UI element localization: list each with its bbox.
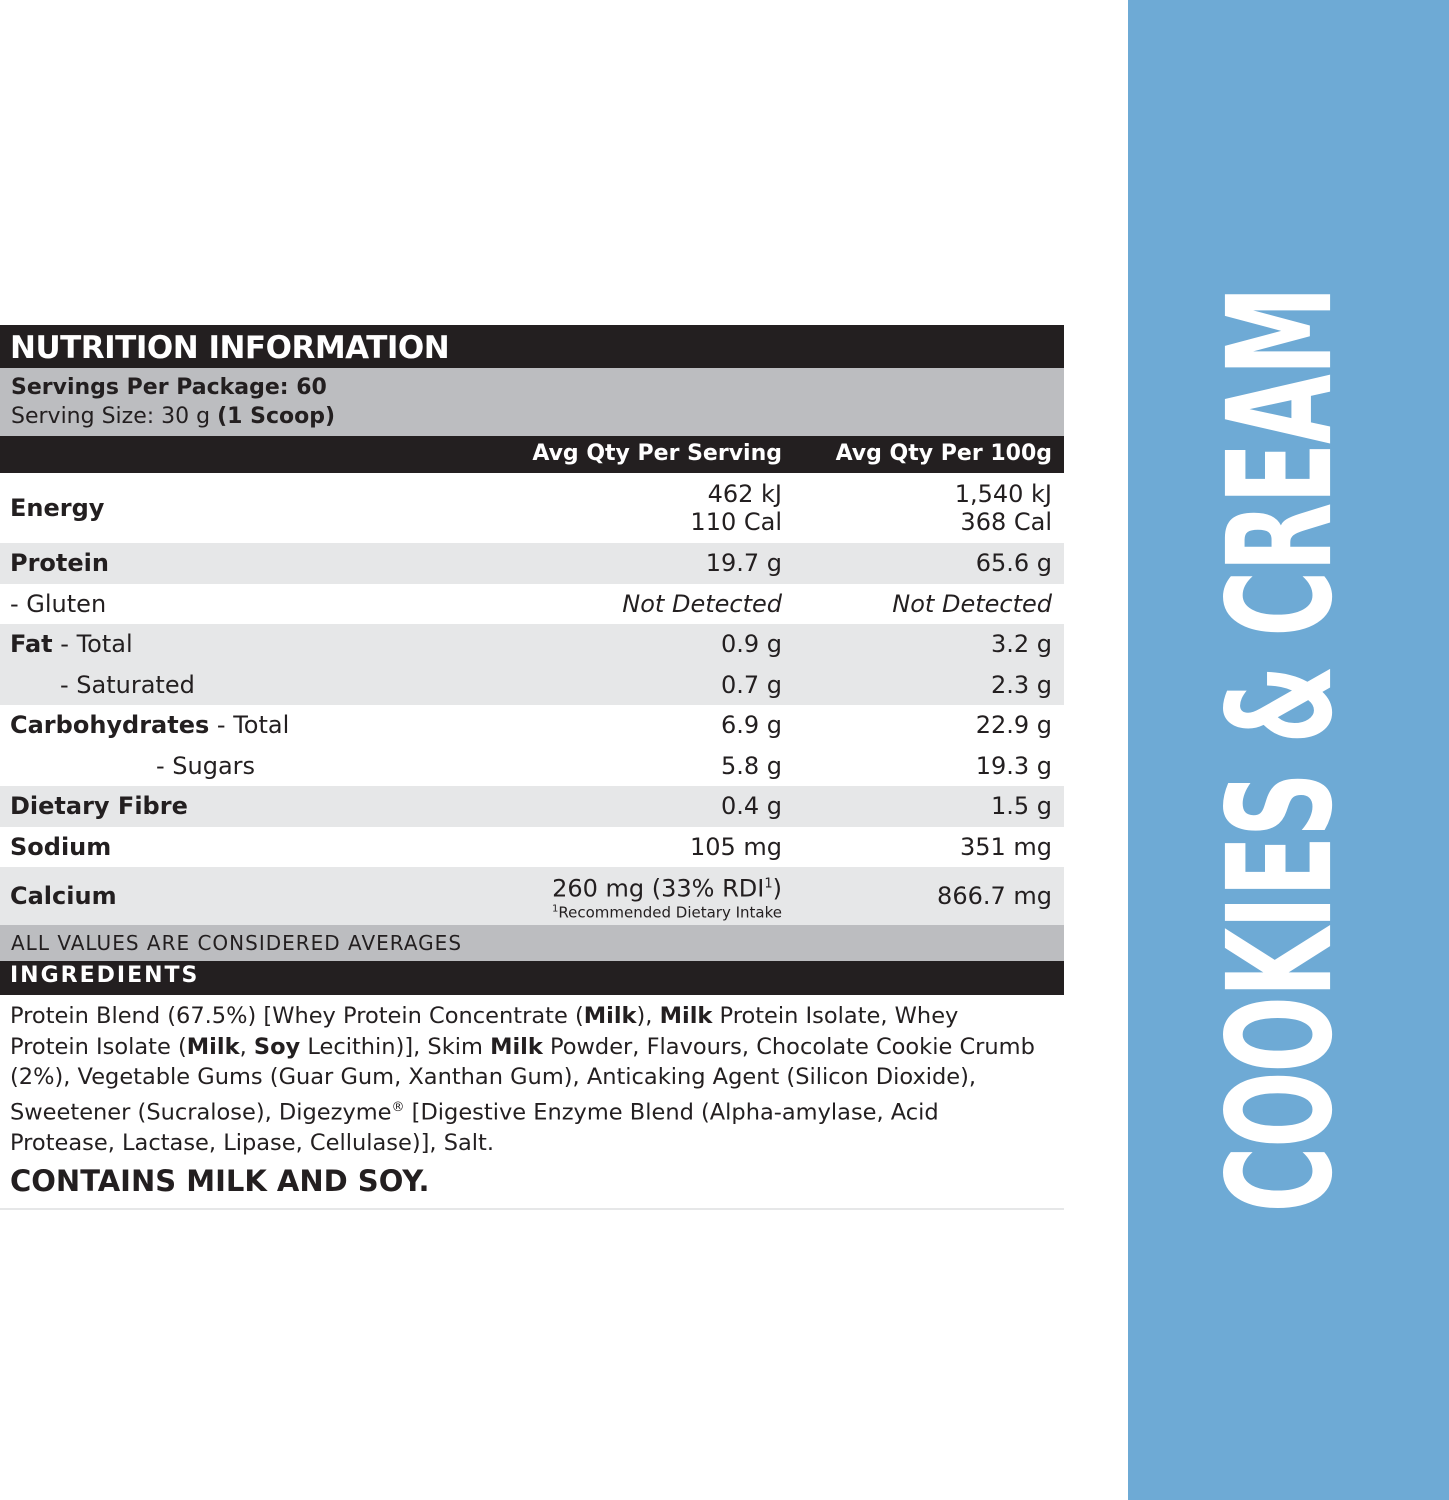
averages-note: ALL VALUES ARE CONSIDERED AVERAGES — [0, 925, 1064, 961]
allergen-word: Soy — [253, 1033, 301, 1060]
row-name: - Saturated — [60, 670, 195, 699]
value-per-100g: 3.2 g — [990, 630, 1052, 659]
row-name: - Gluten — [10, 589, 107, 618]
col-per-100g: Avg Qty Per 100g — [835, 441, 1052, 466]
ingredient-text: Lecithin)], Skim — [300, 1033, 491, 1060]
value-per-100g: 2.3 g — [990, 670, 1052, 699]
row-name-bold: Calcium — [10, 882, 117, 910]
value-per-100g: 866.7 mg — [937, 882, 1052, 910]
row-gluten — [0, 584, 1064, 625]
row-name — [10, 792, 188, 820]
row-sodium — [0, 827, 1064, 868]
value: 1,540 kJ — [954, 480, 1052, 508]
value-per-100g: 351 mg — [959, 832, 1052, 861]
ingredient-text: Protein Isolate, Whey Protein Isolate ( — [10, 1003, 959, 1060]
value-per-serving: 0.9 g — [720, 630, 782, 659]
allergen-word: Milk — [186, 1033, 240, 1060]
allergen-word: Milk — [490, 1033, 543, 1060]
row-energy — [0, 473, 1064, 543]
servings-per-package: Servings Per Package: 60 — [11, 375, 327, 400]
value: 462 kJ — [707, 480, 782, 508]
value-per-serving: 105 mg — [689, 832, 782, 861]
footnote-text: Recommended Dietary Intake — [558, 903, 782, 922]
value-per-100g: 1.5 g — [990, 792, 1052, 821]
row-name-rest: - Total — [52, 630, 133, 659]
panel-title: NUTRITION INFORMATION — [0, 325, 1064, 368]
row-calcium — [0, 867, 1064, 925]
footnote-mark: 1 — [764, 876, 773, 892]
flavour-name: COOKIES & CREAM — [1197, 287, 1365, 1213]
ingredients-text — [0, 995, 1064, 1158]
ingredient-text: Protein Blend (67.5%) [Whey Protein Concentrate ( — [10, 1003, 584, 1029]
row-name — [10, 833, 111, 861]
energy-per-serving — [690, 480, 782, 536]
value-per-100g: 22.9 g — [975, 711, 1052, 740]
row-name-bold: Sodium — [10, 832, 112, 861]
row-name-rest: - Total — [209, 711, 290, 740]
servings-info — [0, 368, 1064, 436]
allergen-word: Milk — [583, 1003, 637, 1029]
value-per-serving: 5.8 g — [720, 751, 782, 780]
ingredient-text: Powder, Flavours, Chocolate Cookie Crumb (2%), Vegetable Gums (Guar Gum, Xanthan Gum), Anticaking Agent (Silicon Dioxide), Sweetener (Sucralose), Digezyme — [10, 1033, 1035, 1125]
ingredient-text: ), — [636, 1003, 660, 1029]
row-name: - Sugars — [156, 751, 256, 780]
ingredients-title: INGREDIENTS — [0, 961, 1064, 995]
serving-size — [11, 402, 1064, 431]
allergen-statement: CONTAINS MILK AND SOY. — [0, 1158, 1064, 1210]
row-dietary-fibre — [0, 786, 1064, 827]
row-protein — [0, 543, 1064, 584]
row-carbohydrates-total — [0, 705, 1064, 746]
value-per-100g: Not Detected — [892, 589, 1052, 618]
row-fat-total — [0, 624, 1064, 665]
value-per-serving: 6.9 g — [720, 711, 782, 740]
row-sugars — [0, 746, 1064, 787]
energy-per-100g — [955, 480, 1052, 536]
col-per-serving: Avg Qty Per Serving — [532, 441, 782, 466]
serving-size-scoop: (1 Scoop) — [217, 404, 336, 429]
row-name — [10, 494, 104, 522]
row-fat-saturated — [0, 665, 1064, 706]
value-close: ) — [772, 874, 782, 903]
row-name-bold: Energy — [10, 494, 105, 522]
value: 368 Cal — [960, 508, 1052, 536]
row-name-bold: Protein — [10, 549, 109, 578]
row-name — [10, 549, 109, 577]
row-name-bold: Carbohydrates — [10, 711, 210, 740]
row-name-bold: Dietary Fibre — [10, 792, 188, 821]
row-name — [10, 882, 117, 910]
value-per-serving: 19.7 g — [705, 549, 782, 578]
value-per-100g: 19.3 g — [975, 751, 1052, 780]
nutrition-panel — [0, 325, 1064, 1210]
value: 110 Cal — [690, 508, 782, 536]
value-per-serving: 0.7 g — [720, 670, 782, 699]
row-name-bold: Fat — [10, 630, 53, 659]
serving-size-text: Serving Size: 30 g — [11, 404, 218, 429]
allergen-word: Milk — [659, 1003, 713, 1029]
value: 260 mg (33% RDI — [552, 874, 765, 903]
rdi-footnote — [552, 902, 782, 921]
ingredient-text: , — [239, 1033, 254, 1060]
column-header — [0, 436, 1064, 473]
calcium-per-serving — [552, 872, 782, 921]
value-per-100g: 65.6 g — [975, 549, 1052, 578]
value-per-serving: 0.4 g — [720, 792, 782, 821]
ingredient-text: [Digestive Enzyme Blend (Alpha-amylase, Acid Protease, Lactase, Lipase, Cellulase)], Salt. — [10, 1099, 939, 1156]
row-name — [10, 630, 133, 658]
footnote-mark: 1 — [552, 903, 559, 915]
row-name — [10, 711, 289, 739]
registered-mark: ® — [391, 1099, 405, 1115]
value-per-serving: Not Detected — [622, 589, 782, 618]
